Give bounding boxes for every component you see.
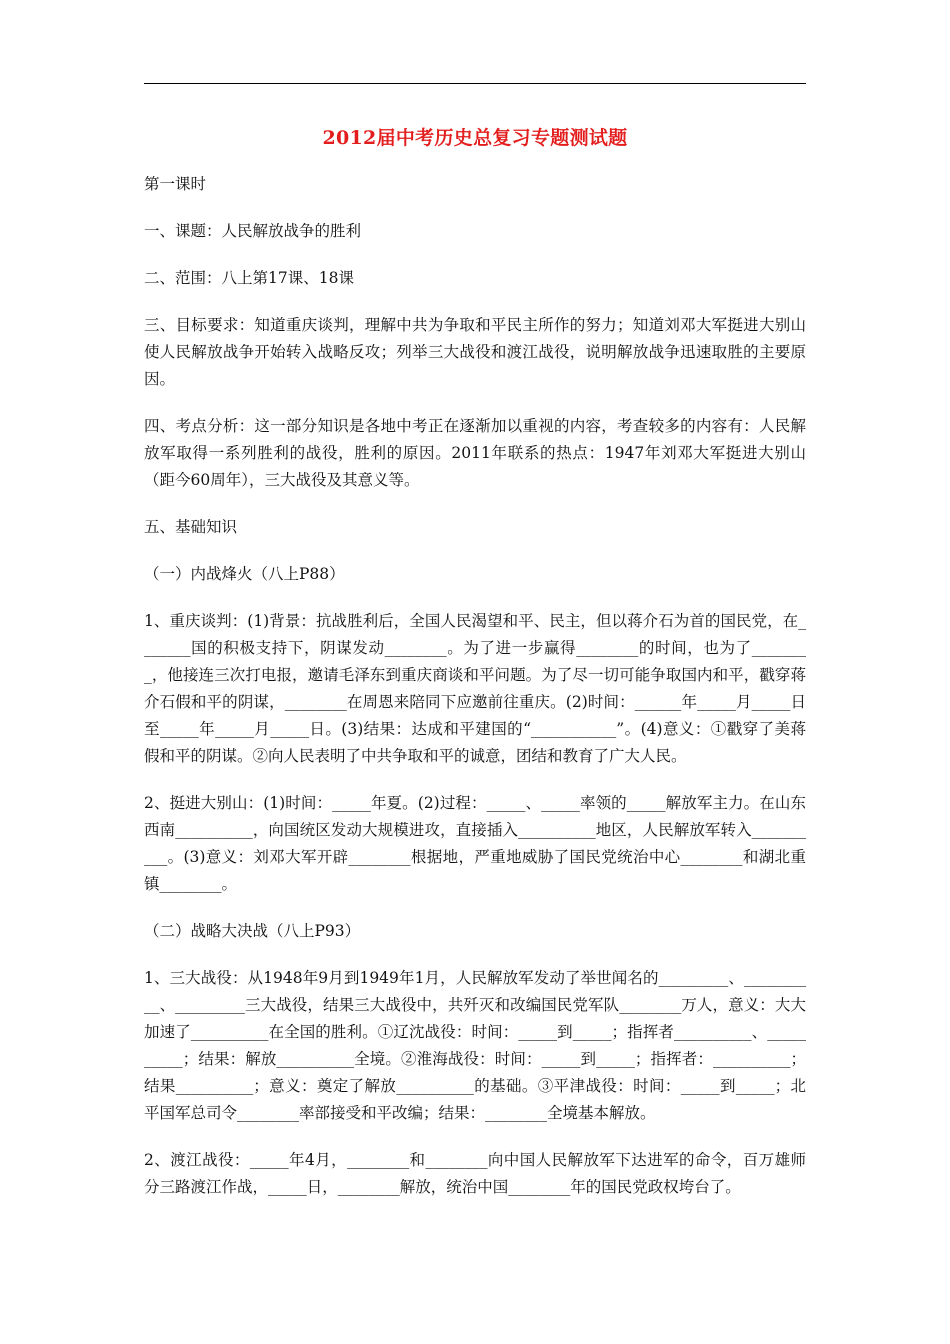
- three-campaigns-exercise: 1、三大战役：从1948年9月到1949年1月，人民解放军发动了举世闻名的_________、__________、_________三大战役，结果三大战役中，共歼灭和改编国民党军队________万人，意义：大大加速了__________在全国的胜利。①辽沈战役：时间：_____到_____；指挥者__________、__________；结果：解放__________全境。②淮海战役：时间：_____到_____；指挥者：__________；结果__________；意义：奠定了解放__________的基础。③平津战役：时间：_____到_____；北平国军总司令________率部接受和平改编；结果：________全境基本解放。: [144, 969, 806, 1122]
- dabie-mountains-exercise: 2、挺进大别山：(1)时间：_____年夏。(2)过程：_____、_____率领的_____解放军主力。在山东西南__________，向国统区发动大规模进攻，直接插入__________地区，人民解放军转入__________。(3)意义：刘邓大军开辟________根据地，严重地威胁了国民党统治中心________和湖北重镇________。: [144, 794, 806, 893]
- header-rule: [144, 83, 806, 84]
- document-title: 2012届中考历史总复习专题测试题: [322, 127, 628, 149]
- river-crossing-exercise: 2、渡江战役：_____年4月，________和________向中国人民解放军下达进军的命令，百万雄师分三路渡江作战，_____日，________解放，统治中国________年的国民党政权垮台了。: [144, 1151, 806, 1196]
- scope-line: 二、范围：八上第17课、18课: [144, 269, 354, 287]
- lesson-label: 第一课时: [144, 175, 207, 193]
- objectives-paragraph: 三、目标要求：知道重庆谈判，理解中共为争取和平民主所作的努力；知道刘邓大军挺进大别山使人民解放战争开始转入战略反攻；列举三大战役和渡江战役，说明解放战争迅速取胜的主要原因。: [144, 316, 806, 388]
- exam-analysis-paragraph: 四、考点分析：这一部分知识是各地中考正在逐渐加以重视的内容，考查较多的内容有：人民解放军取得一系列胜利的战役，胜利的原因。2011年联系的热点：1947年刘邓大军挺进大别山（距今60周年），三大战役及其意义等。: [144, 417, 806, 489]
- section-civil-war-heading: （一）内战烽火（八上P88）: [144, 565, 345, 583]
- document-body: [144, 171, 806, 1221]
- chongqing-negotiation-exercise: 1、重庆谈判：(1)背景：抗战胜利后，全国人民渴望和平、民主，但以蒋介石为首的国民党，在_______国的积极支持下，阴谋发动________。为了进一步赢得________的时间，也为了________，他接连三次打电报，邀请毛泽东到重庆商谈和平问题。为了尽一切可能争取国内和平，戳穿蒋介石假和平的阴谋，________在周恩来陪同下应邀前往重庆。(2)时间：______年_____月_____日至_____年_____月_____日。(3)结果：达成和平建国的“___________”。(4)意义：①戳穿了美蒋假和平的阴谋。②向人民表明了中共争取和平的诚意，团结和教育了广大人民。: [144, 612, 806, 765]
- section-decisive-battle-heading: （二）战略大决战（八上P93）: [144, 922, 361, 940]
- basic-knowledge-heading: 五、基础知识: [144, 518, 238, 536]
- topic-line: 一、课题：人民解放战争的胜利: [144, 222, 362, 240]
